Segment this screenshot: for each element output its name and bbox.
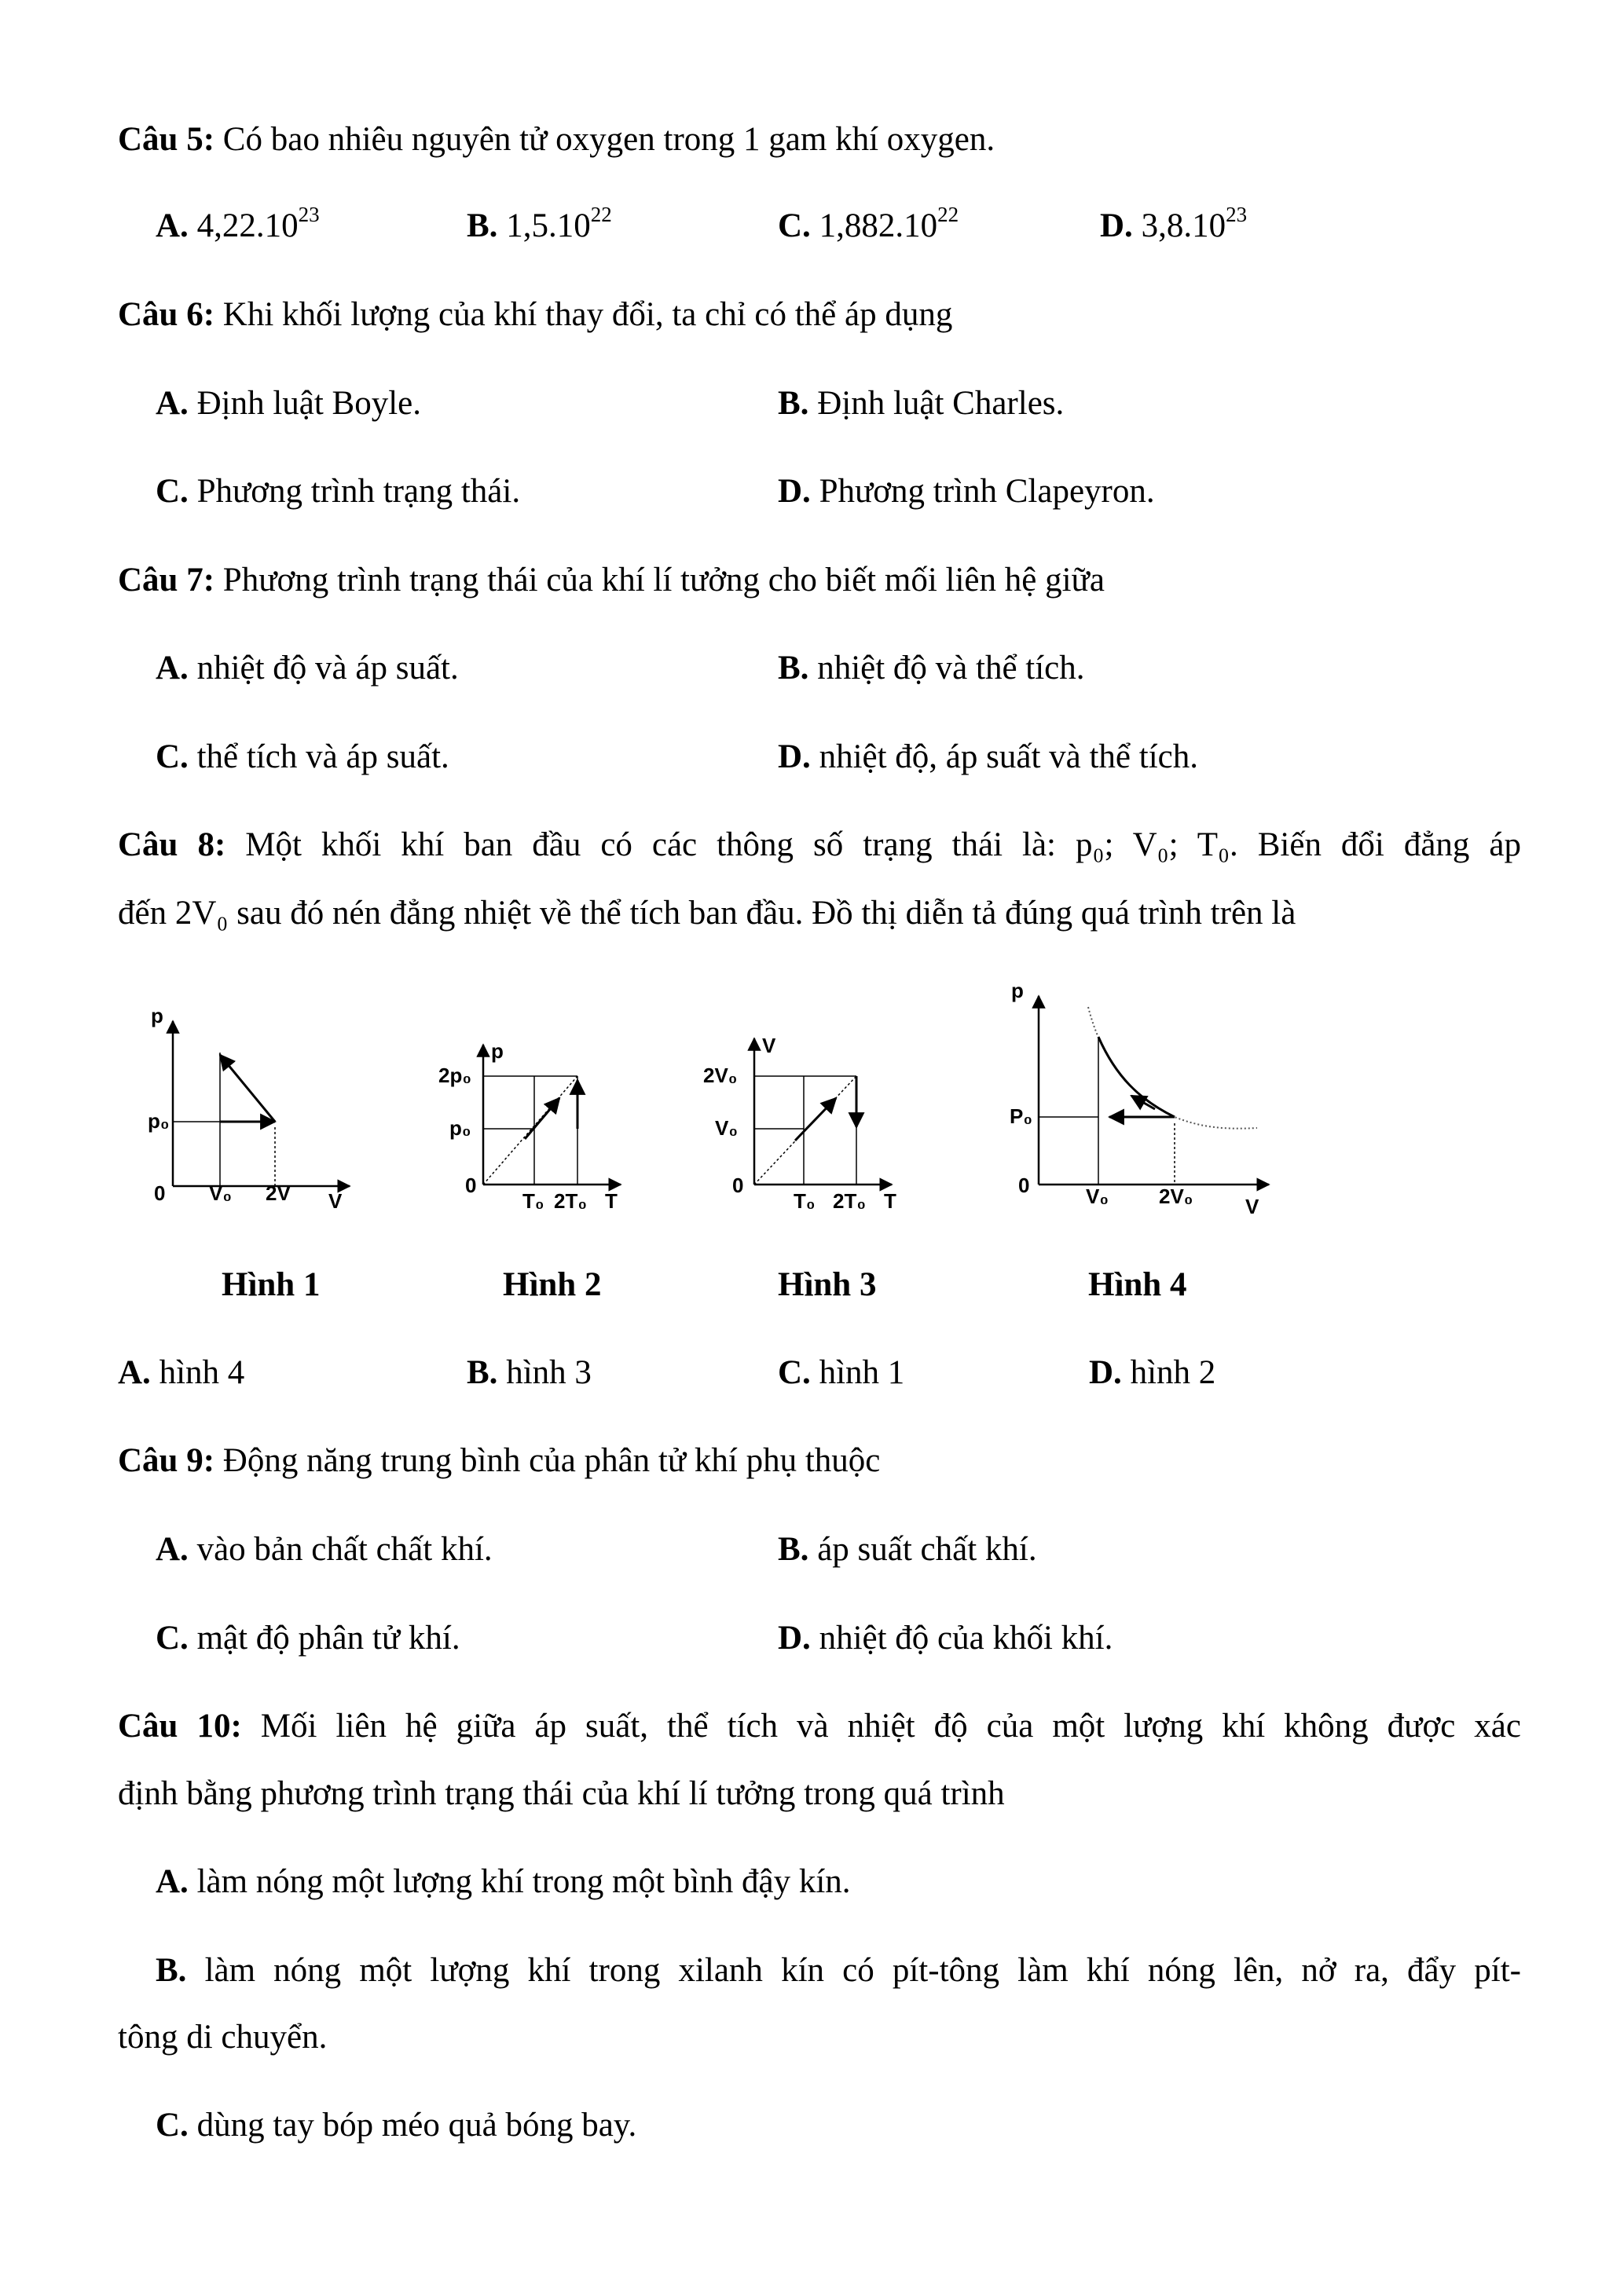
question-label: Câu 9:	[118, 1442, 215, 1479]
q8-option-a: A. hình 4	[118, 1354, 245, 1391]
question-8-line-2: đến 2V₀ sau đó nén đẳng nhiệt về thể tích ban đầu. Đồ thị diễn tả đúng quá trình trên là	[118, 895, 1296, 932]
question-label: Câu 10:	[118, 1708, 242, 1745]
figure-2-caption: Hình 2	[503, 1266, 602, 1303]
q5-option-c: C. 1,882.10$^{22}$	[778, 202, 959, 244]
tick-label: V₀	[715, 1116, 739, 1140]
q7-option-a: A. nhiệt độ và áp suất.	[156, 650, 459, 687]
tick-label: p₀	[449, 1116, 471, 1140]
q5-option-b: B. 1,5.10$^{22}$	[467, 202, 612, 244]
question-9	[118, 1441, 880, 1481]
q9-option-b: B. áp suất chất khí.	[778, 1531, 1037, 1568]
q10-option-a: A. làm nóng một lượng khí trong một bình đậy kín.	[156, 1863, 851, 1900]
question-label: Câu 7:	[118, 562, 215, 599]
question-8-line-1: Câu 8: Một khối khí ban đầu có các thông số trạng thái là: p₀; V₀; T₀. Biến đổi đẳng áp	[118, 826, 1521, 863]
q7-option-d: D. nhiệt độ, áp suất và thể tích.	[778, 738, 1198, 775]
origin-label: 0	[1018, 1174, 1030, 1197]
tick-label: 2V₀	[703, 1064, 738, 1087]
q10-option-c: C. dùng tay bóp méo quả bóng bay.	[156, 2107, 637, 2144]
q6-option-d: D. Phương trình Clapeyron.	[778, 473, 1155, 510]
question-5	[118, 119, 995, 160]
origin-label: 0	[465, 1174, 477, 1197]
axis-label: V	[328, 1189, 343, 1213]
tick-label: p₀	[148, 1109, 170, 1133]
origin-label: 0	[732, 1174, 744, 1197]
axis-label: T	[605, 1189, 618, 1213]
q8-option-b: B. hình 3	[467, 1354, 592, 1391]
axis-label: V	[1245, 1195, 1259, 1218]
q8-option-d: D. hình 2	[1089, 1354, 1216, 1391]
question-label: Câu 6:	[118, 296, 215, 333]
question-6	[118, 295, 952, 335]
figure-1-caption: Hình 1	[222, 1266, 321, 1303]
process-arrow	[795, 1098, 836, 1141]
tick-label: V₀	[1086, 1185, 1109, 1208]
tick-label: 2T₀	[833, 1189, 867, 1213]
axis-label: p	[491, 1039, 504, 1063]
q5-option-d: D. 3,8.10$^{23}$	[1100, 202, 1248, 244]
axis-label: p	[1011, 979, 1024, 1002]
q10-option-b: B. làm nóng một lượng khí trong xilanh kín có pít-tông làm khí nóng lên, nở ra, đẩy pít-	[156, 1952, 1521, 1989]
q5-option-a: A. 4,22.10$^{23}$	[156, 202, 320, 244]
q6-option-c: C. Phương trình trạng thái.	[156, 473, 521, 510]
tick-label: 2V₀	[1159, 1185, 1193, 1208]
q9-option-a: A. vào bản chất chất khí.	[156, 1531, 493, 1568]
q9-option-d: D. nhiệt độ của khối khí.	[778, 1620, 1113, 1657]
q6-option-a: A. Định luật Boyle.	[156, 385, 422, 422]
tick-label: 2p₀	[438, 1064, 472, 1087]
figure-2	[438, 1039, 621, 1213]
figure-1	[148, 1004, 350, 1213]
axis-label: V	[762, 1034, 776, 1057]
question-10-line-1: Câu 10: Mối liên hệ giữa áp suất, thể tích và nhiệt độ của một lượng khí không được xác	[118, 1708, 1521, 1745]
tick-label: T₀	[522, 1189, 544, 1213]
process-arrow	[525, 1098, 559, 1139]
figure-3-caption: Hình 3	[778, 1266, 877, 1303]
process-arrow	[220, 1055, 275, 1122]
tick-label: T₀	[794, 1189, 816, 1213]
q10-option-b-continued: tông di chuyển.	[118, 2019, 328, 2056]
question-label: Câu 5:	[118, 121, 215, 158]
origin-label: 0	[154, 1181, 166, 1205]
figure-3	[703, 1034, 896, 1213]
tick-label: 2T₀	[554, 1189, 588, 1213]
tick-label: 2V	[266, 1181, 291, 1205]
question-10-line-2: định bằng phương trình trạng thái của khí lí tưởng trong quá trình	[118, 1775, 1005, 1812]
question-label: Câu 8:	[118, 826, 226, 863]
question-text: Khi khối lượng của khí thay đổi, ta chỉ có thể áp dụng	[214, 296, 953, 333]
axis-label: p	[151, 1004, 163, 1027]
q7-option-b: B. nhiệt độ và thể tích.	[778, 650, 1085, 687]
figure-4-caption: Hình 4	[1088, 1266, 1187, 1303]
tick-label: P₀	[1010, 1104, 1033, 1128]
q7-option-c: C. thể tích và áp suất.	[156, 738, 449, 775]
isotherm-curve	[1088, 1007, 1257, 1129]
question-7	[118, 560, 1105, 601]
figure-4	[1010, 979, 1269, 1218]
question-text: Động năng trung bình của phân tử khí phụ thuộc	[214, 1442, 881, 1479]
axis-label: T	[884, 1189, 896, 1213]
q6-option-b: B. Định luật Charles.	[778, 385, 1065, 422]
tick-label: V₀	[209, 1181, 233, 1205]
question-text: Có bao nhiêu nguyên tử oxygen trong 1 gam khí oxygen.	[214, 121, 995, 158]
q9-option-c: C. mật độ phân tử khí.	[156, 1620, 460, 1657]
q8-option-c: C. hình 1	[778, 1354, 905, 1391]
question-text: Phương trình trạng thái của khí lí tưởng cho biết mối liên hệ giữa	[214, 562, 1105, 599]
figures-row	[0, 974, 1624, 1233]
